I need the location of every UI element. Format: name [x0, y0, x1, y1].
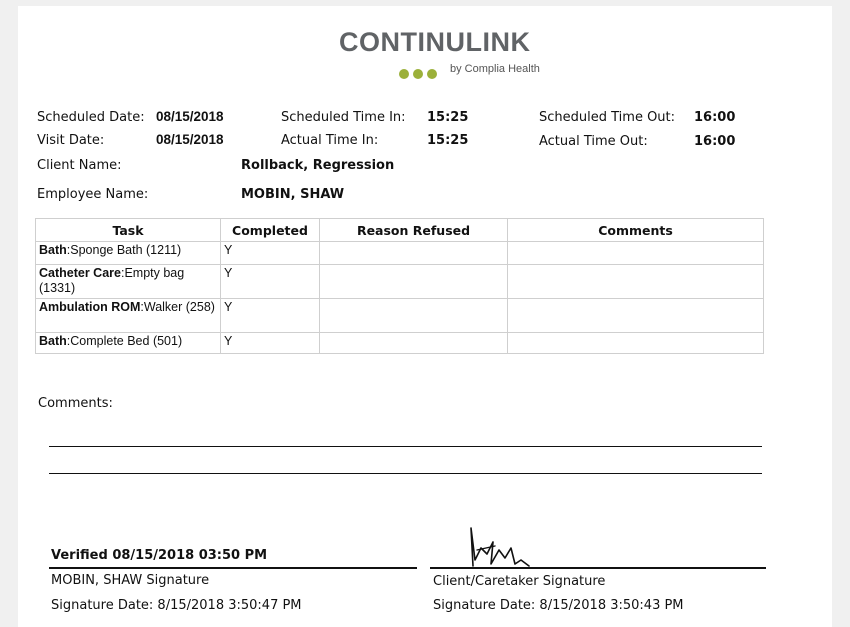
- task-detail: :Complete Bed (501): [66, 334, 183, 348]
- scheduled-time-in-label: Scheduled Time In:: [281, 110, 406, 125]
- employee-name-value: MOBIN, SHAW: [241, 187, 345, 202]
- client-name-label: Client Name:: [37, 158, 122, 173]
- reason-cell: [320, 265, 508, 299]
- client-signature-date: Signature Date: 8/15/2018 3:50:43 PM: [433, 598, 684, 613]
- header-comments: Comments: [508, 219, 764, 242]
- task-cell: [36, 265, 221, 299]
- task-category: Ambulation ROM: [39, 300, 141, 314]
- header-task: Task: [36, 219, 221, 242]
- actual-time-in-label: Actual Time In:: [281, 133, 379, 148]
- completed-cell: Y: [221, 333, 320, 354]
- task-detail: :Sponge Bath (1211): [66, 243, 182, 257]
- task-category: Bath: [39, 243, 67, 257]
- comments-cell: [508, 333, 764, 354]
- table-row: [36, 333, 764, 354]
- logo-dots-icon: [399, 64, 441, 76]
- task-cell: [36, 333, 221, 354]
- scheduled-time-out-label: Scheduled Time Out:: [539, 110, 676, 125]
- task-cell: [36, 242, 221, 265]
- task-category: Bath: [39, 334, 67, 348]
- task-detail: :Walker (258): [140, 300, 215, 314]
- logo-wordmark: CONTINULINK: [339, 27, 531, 57]
- scheduled-date-label: Scheduled Date:: [37, 110, 145, 125]
- visit-date-value: 08/15/2018: [156, 132, 224, 147]
- comments-label: Comments:: [38, 396, 113, 411]
- comments-line-1: [49, 446, 762, 447]
- actual-time-in-value: 15:25: [427, 133, 469, 148]
- client-name-value: Rollback, Regression: [241, 158, 395, 173]
- table-row: [36, 242, 764, 265]
- visit-date-label: Visit Date:: [37, 133, 105, 148]
- employee-signature-label: MOBIN, SHAW Signature: [51, 573, 210, 588]
- reason-cell: [320, 299, 508, 333]
- employee-name-label: Employee Name:: [37, 187, 149, 202]
- client-signature-icon: [463, 520, 543, 570]
- task-detail: :Empty bag (1331): [39, 266, 185, 295]
- scheduled-time-out-value: 16:00: [694, 110, 736, 125]
- client-signature-label: Client/Caretaker Signature: [433, 574, 606, 589]
- scheduled-date-value: 08/15/2018: [156, 109, 224, 124]
- verified-stamp: Verified 08/15/2018 03:50 PM: [51, 548, 268, 563]
- task-table: [35, 218, 764, 354]
- actual-time-out-label: Actual Time Out:: [539, 134, 648, 149]
- comments-cell: [508, 299, 764, 333]
- completed-cell: Y: [221, 265, 320, 299]
- header-reason-refused: Reason Refused: [320, 219, 508, 242]
- reason-cell: [320, 333, 508, 354]
- comments-cell: [508, 242, 764, 265]
- logo-tagline: by Complia Health: [450, 63, 540, 75]
- task-cell: [36, 299, 221, 333]
- table-row: [36, 299, 764, 333]
- completed-cell: Y: [221, 299, 320, 333]
- reason-cell: [320, 242, 508, 265]
- completed-cell: Y: [221, 242, 320, 265]
- visit-report-page: [18, 6, 832, 627]
- comments-line-2: [49, 473, 762, 474]
- client-signature-line: [430, 567, 766, 569]
- employee-signature-date: Signature Date: 8/15/2018 3:50:47 PM: [51, 598, 302, 613]
- table-row: [36, 265, 764, 299]
- header-completed: Completed: [221, 219, 320, 242]
- scheduled-time-in-value: 15:25: [427, 110, 469, 125]
- employee-signature-line: [49, 567, 417, 569]
- task-category: Catheter Care: [39, 266, 121, 280]
- comments-cell: [508, 265, 764, 299]
- actual-time-out-value: 16:00: [694, 134, 736, 149]
